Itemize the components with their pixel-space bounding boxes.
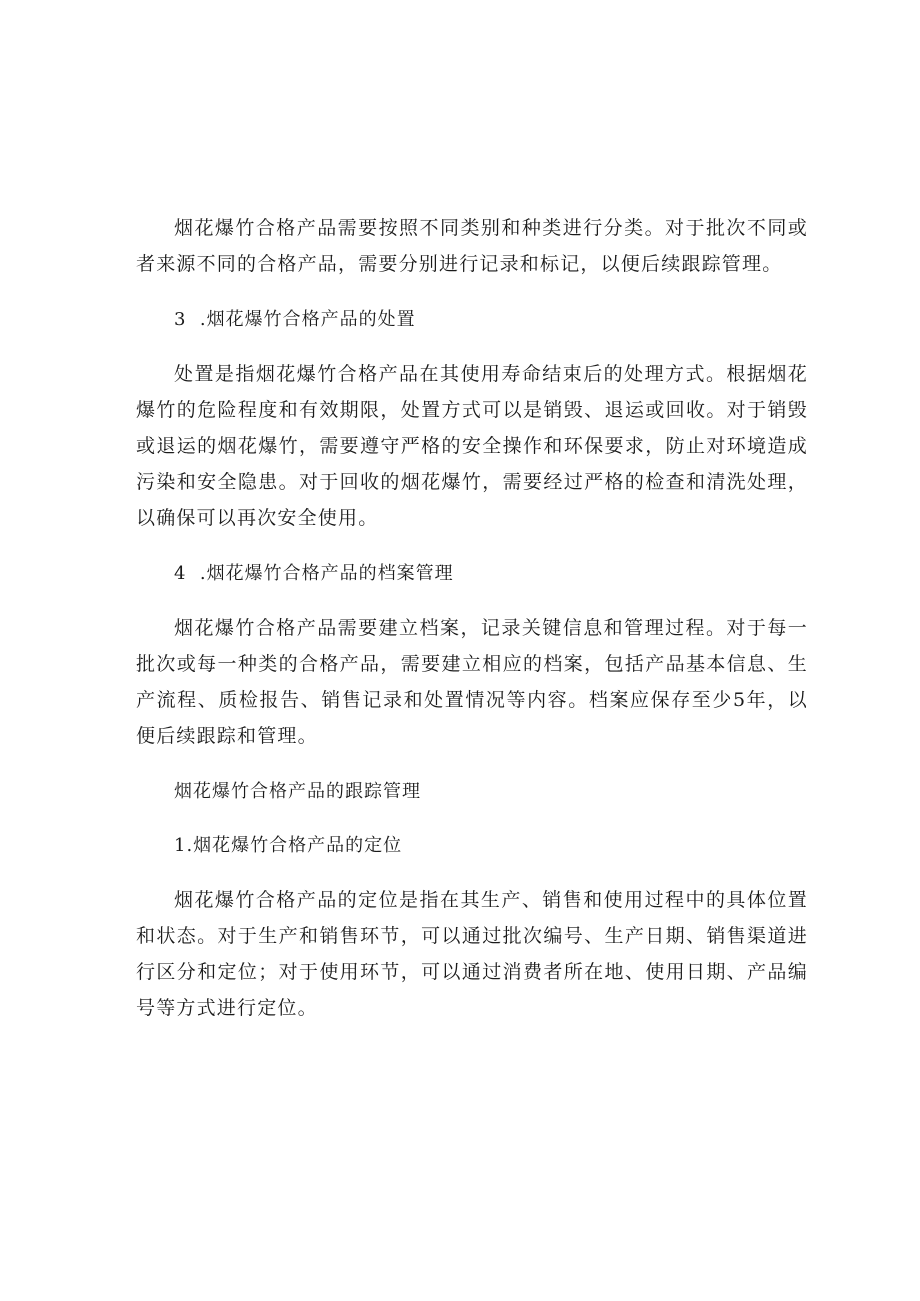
spacer — [136, 282, 808, 302]
paragraph-archive-management: 烟花爆竹合格产品需要建立档案，记录关键信息和管理过程。对于每一批次或每一种类的合格产品，需要建立相应的档案，包括产品基本信息、生产流程、质检报告、销售记录和处置情况等内容。档案应保存至少5年，以便后续跟踪和管理。 — [136, 617, 808, 747]
paragraph-disposal: 处置是指烟花爆竹合格产品在其使用寿命结束后的处理方式。根据烟花爆竹的危险程度和有效期限，处置方式可以是销毁、退运或回收。对于销毁或退运的烟花爆竹，需要遵守严格的安全操作和环保要求，防止对环境造成污染和安全隐患。对于回收的烟花爆竹，需要经过严格的检查和清洗处理，以确保可以再次安全使用。 — [136, 363, 808, 529]
heading-archive-management: 4 .烟花爆竹合格产品的档案管理 — [174, 563, 454, 584]
document-body — [136, 210, 808, 1026]
heading-positioning: 1.烟花爆竹合格产品的定位 — [174, 835, 403, 856]
spacer — [136, 338, 808, 356]
spacer — [136, 810, 808, 828]
heading-tracking-management: 烟花爆竹合格产品的跟踪管理 — [174, 781, 421, 802]
spacer — [136, 592, 808, 610]
heading-disposal: 3 .烟花爆竹合格产品的处置 — [174, 309, 416, 330]
spacer — [136, 864, 808, 882]
spacer — [136, 536, 808, 556]
spacer — [136, 754, 808, 774]
paragraph-positioning: 烟花爆竹合格产品的定位是指在其生产、销售和使用过程中的具体位置和状态。对于生产和销售环节，可以通过批次编号、生产日期、销售渠道进行区分和定位；对于使用环节，可以通过消费者所在地、使用日期、产品编号等方式进行定位。 — [136, 889, 808, 1019]
paragraph-classification: 烟花爆竹合格产品需要按照不同类别和种类进行分类。对于批次不同或者来源不同的合格产品，需要分别进行记录和标记，以便后续跟踪管理。 — [136, 217, 808, 275]
